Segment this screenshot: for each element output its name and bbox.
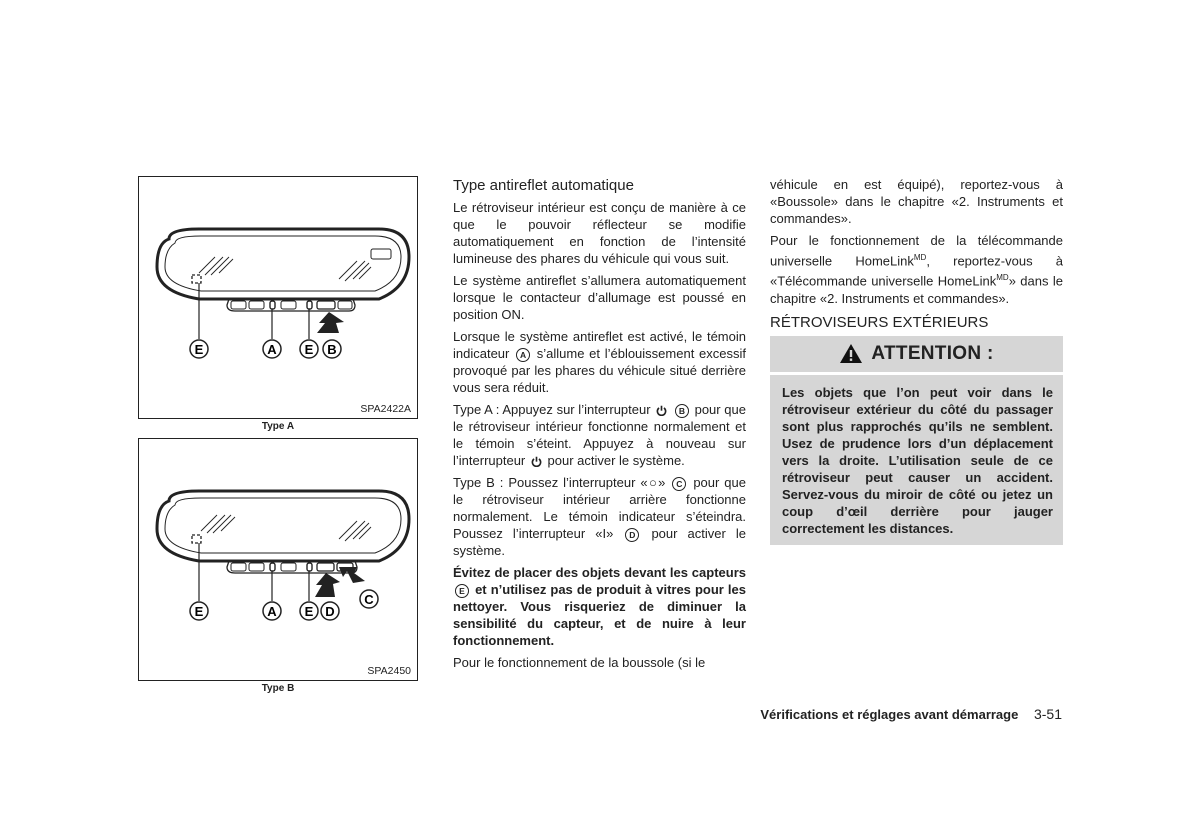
paragraph: véhicule en est équipé), reportez-vous à «Boussole» dans le chapitre «2. Instruments et commandes». [770,177,1063,226]
label-d: D [325,604,335,619]
label-a: A [267,342,277,357]
badge-e: E [455,584,469,598]
page-footer [760,706,1062,722]
paragraph: Type A : Appuyez sur l’interrupteur B pour que le rétroviseur intérieur fonctionne normalement et le témoin s’éteint. Appuyez à nouveau sur l’interrupteur pour activer le système. [453,402,746,468]
badge-c: C [672,477,686,491]
label-e: E [194,342,204,357]
warning-text: Les objets que l’on peut voir dans le rétroviseur extérieur du côté du passager sont plus rapprochés qu’ils ne semblent. Usez de prudence lors d’un déplacement vers la droite. L’utilisation seule de ce rétroviseur peut causer un accident. Servez-vous du miroir de côté ou jetez un coup d’œil derrière pour jauger correctement les distances. [770,375,1063,545]
badge-a: A [516,348,530,362]
text-column-middle [453,176,746,676]
page-number: 3-51 [1033,706,1062,722]
section-heading: RÉTROVISEURS EXTÉRIEURS [770,313,989,331]
label-e: E [194,604,204,619]
badge-d: D [625,528,639,542]
paragraph: Lorsque le système antireflet est activé, le témoin indicateur A s’allume et l’éblouissement excessif provoqué par les phares du véhicule situé derrière vous sera réduit. [453,329,746,395]
footer-section: Vérifications et réglages avant démarrage [760,707,1019,722]
paragraph: Le système antireflet s’allumera automatiquement lorsque le contacteur d’allumage est poussé en position ON. [453,273,746,322]
paragraph: Le rétroviseur intérieur est conçu de manière à ce que le pouvoir réflecteur se modifie automatiquement en fonction de l’intensité lumineuse des phares du véhicule qui vous suit. [453,200,746,266]
warning-icon [839,343,863,364]
badge-b: B [675,404,689,418]
warning-title: ATTENTION : [871,343,994,365]
mirror-diagram-a [139,177,416,417]
paragraph-bold: Évitez de placer des objets devant les capteurs E et n’utilisez pas de produit à vitres pour les nettoyer. Vous risqueriez de diminuer la sensibilité du capteur, et de nuire à leur fonctionnement. [453,565,746,648]
figure-caption: Type A [261,421,295,432]
figure-code: SPA2450 [367,665,411,677]
label-a: A [267,604,277,619]
warning-header [770,336,1063,372]
section-heading: Type antireflet automatique [453,177,634,194]
label-e: E [304,342,314,357]
power-icon [656,405,667,416]
paragraph: Pour le fonctionnement de la télécommande universelle HomeLink$^{MD}$, reportez-vous à «Télécommande universelle HomeLink$^{MD}$» dans le chapitre «2. Instruments et commandes». [770,233,1064,306]
label-b: B [327,342,337,357]
power-icon [531,456,542,467]
label-c: C [364,592,374,607]
mirror-diagram-b [139,439,416,679]
figure-code: SPA2422A [360,403,411,415]
label-e: E [304,604,314,619]
text-column-right [770,176,1063,545]
paragraph: Pour le fonctionnement de la boussole (si le [453,655,706,670]
paragraph: Type B : Poussez l’interrupteur «○» C pour que le rétroviseur intérieur arrière fonctionne normalement. Le témoin indicateur s’éteindra. Poussez l’interrupteur «I» D pour activer le système. [453,475,746,558]
figure-type-a [138,176,418,419]
figure-type-b [138,438,418,681]
figure-caption: Type B [261,683,295,694]
